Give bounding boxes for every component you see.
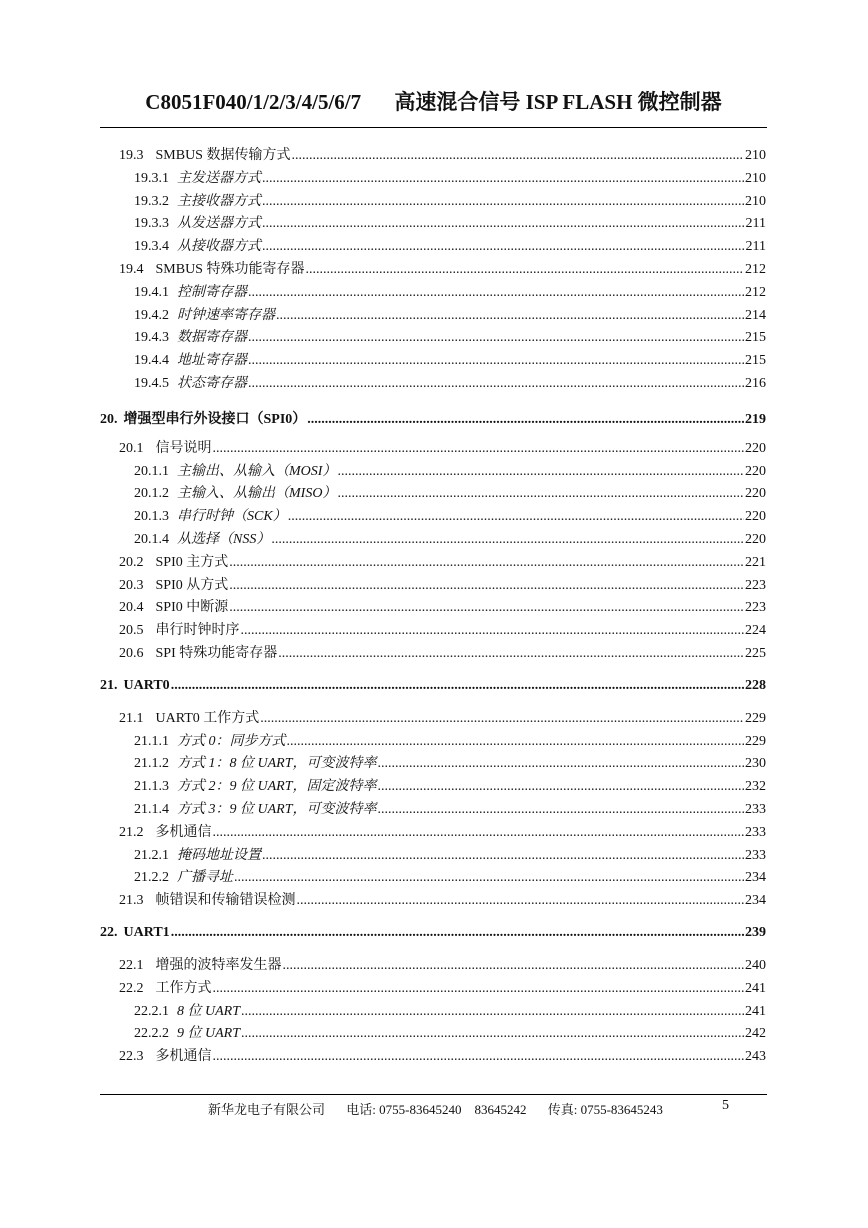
toc-entry-title: UART0 工作方式: [155, 710, 260, 726]
toc-entry-number: 20.1.2: [134, 486, 169, 502]
toc-entry[interactable]: [100, 505, 766, 528]
footer-rule: [100, 1094, 767, 1095]
toc-entry-label: [119, 144, 290, 164]
toc-entry-title: 时钟速率寄存器: [177, 307, 275, 323]
toc-entry-page: 233: [745, 847, 766, 863]
toc-entry-number: 21.2: [119, 824, 144, 840]
toc-entry-label: [119, 258, 304, 278]
toc-entry-page: 220: [745, 463, 766, 479]
toc-entry-label: [134, 190, 261, 210]
toc-entry-label: [134, 212, 261, 232]
toc-entry-title: UART1: [123, 924, 170, 940]
toc-entry-number: 20.5: [119, 623, 144, 639]
toc-leader-dots: [271, 532, 744, 548]
toc-entry[interactable]: [100, 866, 766, 889]
toc-entry-title: SPI0 主方式: [155, 554, 229, 570]
toc-entry-page: 215: [745, 330, 766, 346]
toc-entry-page: 228: [745, 677, 766, 693]
toc-entry-number: 21.1: [119, 710, 144, 726]
toc-entry-page: 210: [745, 148, 766, 163]
toc-entry-title: 主接收器方式: [177, 193, 261, 209]
toc-chapter-entry[interactable]: [100, 678, 766, 701]
toc-chapter-entry[interactable]: [100, 408, 766, 431]
toc-entry-page: 225: [745, 645, 766, 661]
footer-phone: 电话: 0755-83645240 83645242: [346, 1102, 527, 1117]
toc-leader-dots: [248, 285, 744, 301]
toc-leader-dots: [378, 802, 745, 818]
toc-entry-number: 20.3: [119, 577, 144, 593]
toc-entry-page: 243: [745, 1049, 766, 1065]
toc-entry-page: 212: [745, 284, 766, 300]
footer-company: 新华龙电子有限公司: [208, 1102, 326, 1117]
toc-entry-page: 210: [745, 193, 766, 209]
toc-entry-number: 22.: [100, 924, 118, 940]
toc-entry-title: 主发送器方式: [177, 170, 261, 186]
toc-entry[interactable]: [100, 977, 766, 1000]
toc-entry-title: 工作方式: [155, 980, 212, 996]
toc-entry-page: 239: [745, 924, 766, 940]
toc-entry-page: 230: [745, 756, 766, 772]
toc-entry-title: 方式 1：8 位 UART，可变波特率: [177, 756, 377, 772]
toc-entry-label: [119, 574, 228, 594]
toc-entry-page: 219: [745, 411, 766, 427]
toc-entry-label: [119, 1045, 212, 1065]
toc-entry[interactable]: [100, 730, 766, 753]
toc-leader-dots: [283, 958, 745, 974]
toc-entry[interactable]: [100, 304, 766, 327]
toc-entry-number: 20.1: [119, 440, 144, 456]
toc-leader-dots: [229, 600, 744, 616]
toc-leader-dots: [287, 734, 745, 750]
toc-leader-dots: [278, 646, 744, 662]
toc-entry[interactable]: [100, 707, 766, 730]
toc-entry-title: 增强的波特率发生器: [155, 957, 282, 973]
toc-entry-title: 9 位 UART: [177, 1026, 240, 1042]
toc-entry-title: 地址寄存器: [177, 353, 247, 369]
toc-leader-dots: [291, 148, 744, 164]
toc-entry-number: 19.3: [119, 148, 144, 163]
toc-entry-label: [134, 505, 287, 525]
toc-entry-page: 229: [745, 710, 766, 726]
toc-entry-page: 220: [745, 440, 766, 456]
page-footer: [208, 1099, 681, 1118]
toc-entry[interactable]: [100, 460, 766, 483]
toc-entry-title: 控制寄存器: [177, 284, 247, 300]
toc-entry-title: 从发送器方式: [177, 216, 261, 232]
toc-entry-label: [134, 1000, 240, 1020]
toc-entry[interactable]: [100, 844, 766, 867]
toc-entry[interactable]: [100, 528, 766, 551]
toc-entry-number: 21.2.2: [134, 870, 169, 886]
toc-entry-label: [134, 775, 377, 795]
toc-leader-dots: [378, 779, 745, 795]
toc-entry-number: 19.3.1: [134, 170, 169, 186]
toc-entry-title: 方式 0：同步方式: [177, 733, 286, 749]
toc-entry-label: [119, 821, 212, 841]
toc-leader-dots: [213, 981, 745, 997]
toc-entry-label: [134, 372, 247, 392]
toc-entry-number: 19.4.3: [134, 330, 169, 346]
toc-entry-page: 220: [745, 509, 766, 525]
page-number: 5: [722, 1098, 729, 1113]
toc-entry-title: SMBUS 特殊功能寄存器: [155, 261, 305, 277]
toc-entry-title: UART0: [123, 677, 170, 693]
toc-entry-page: 221: [745, 554, 766, 570]
toc-entry[interactable]: [100, 775, 766, 798]
toc-entry-title: 方式 2：9 位 UART，固定波特率: [177, 779, 377, 795]
toc-entry-number: 21.2.1: [134, 847, 169, 863]
toc-entry-page: 216: [745, 375, 766, 391]
toc-entry-number: 20.2: [119, 554, 144, 570]
header-rule: [100, 127, 767, 128]
toc-entry-page: 211: [745, 239, 766, 255]
toc-entry-label: [134, 528, 270, 548]
toc-entry[interactable]: [100, 1045, 766, 1068]
toc-entry-number: 19.4.4: [134, 353, 169, 369]
toc-entry-page: 232: [745, 779, 766, 795]
toc-leader-dots: [262, 171, 744, 187]
toc-entry-number: 19.3.2: [134, 193, 169, 209]
toc-entry-page: 241: [745, 980, 766, 996]
toc-entry-label: [134, 167, 261, 187]
toc-leader-dots: [241, 623, 745, 639]
toc-entry-label: [134, 460, 336, 480]
toc-entry-title: 广播寻址: [177, 870, 233, 886]
toc-entry-number: 22.2: [119, 980, 144, 996]
toc-entry-label: [134, 482, 336, 502]
toc-leader-dots: [337, 464, 744, 480]
toc-leader-dots: [262, 848, 744, 864]
toc-leader-dots: [262, 239, 745, 255]
toc-leader-dots: [262, 216, 745, 232]
toc-entry[interactable]: [100, 167, 766, 190]
toc-leader-dots: [378, 756, 745, 772]
toc-entry-label: [134, 798, 377, 818]
toc-entry-page: 233: [745, 824, 766, 840]
toc-entry[interactable]: [100, 235, 766, 258]
toc-entry-label: [100, 408, 306, 428]
toc-entry[interactable]: [100, 1022, 766, 1045]
toc-entry-title: 从选择（NSS）: [177, 531, 271, 547]
footer-fax: 传真: 0755-83645243: [547, 1102, 663, 1117]
toc-entry-title: 多机通信: [155, 1049, 212, 1065]
toc-entry-number: 19.4.1: [134, 284, 169, 300]
toc-entry[interactable]: [100, 752, 766, 775]
toc-leader-dots: [213, 825, 745, 841]
toc-entry-title: 方式 3：9 位 UART，可变波特率: [177, 801, 377, 817]
toc-gap: [100, 912, 766, 925]
toc-chapter-entry[interactable]: [100, 925, 766, 948]
toc-entry[interactable]: [100, 437, 766, 460]
toc-leader-dots: [337, 486, 744, 502]
toc-entry[interactable]: [100, 144, 766, 167]
toc-leader-dots: [234, 870, 744, 886]
toc-entry-page: 242: [745, 1026, 766, 1042]
toc-entry-title: 主输入、从输出（MISO）: [177, 486, 337, 502]
toc-entry-title: 信号说明: [155, 440, 212, 456]
toc-leader-dots: [229, 555, 744, 571]
toc-gap: [100, 665, 766, 678]
toc-entry-page: 211: [745, 216, 766, 232]
toc-leader-dots: [276, 308, 744, 324]
toc-entry-page: 223: [745, 600, 766, 616]
toc-entry[interactable]: [100, 551, 766, 574]
table-of-contents: [100, 144, 766, 1068]
toc-entry-page: 220: [745, 486, 766, 502]
toc-entry-number: 19.4.2: [134, 307, 169, 323]
toc-entry-page: 215: [745, 353, 766, 369]
toc-entry[interactable]: [100, 372, 766, 395]
toc-entry[interactable]: [100, 1000, 766, 1023]
toc-entry[interactable]: [100, 798, 766, 821]
toc-entry-number: 20.1.1: [134, 463, 169, 479]
toc-leader-dots: [260, 711, 744, 727]
toc-entry-number: 19.4: [119, 261, 144, 277]
toc-entry-number: 21.1.3: [134, 779, 169, 795]
toc-leader-dots: [213, 441, 745, 457]
toc-entry[interactable]: [100, 281, 766, 304]
toc-entry[interactable]: [100, 326, 766, 349]
toc-entry-page: 224: [745, 623, 766, 639]
toc-entry-number: 20.: [100, 411, 118, 427]
toc-leader-dots: [213, 1049, 745, 1065]
toc-entry-label: [119, 437, 212, 457]
toc-entry-page: 233: [745, 801, 766, 817]
toc-entry[interactable]: [100, 482, 766, 505]
toc-entry-number: 20.1.4: [134, 531, 169, 547]
toc-entry-page: 223: [745, 577, 766, 593]
toc-entry-number: 21.3: [119, 893, 144, 909]
toc-entry-title: 串行时钟时序: [155, 623, 240, 639]
toc-entry-number: 21.1.1: [134, 733, 169, 749]
toc-entry-title: 掩码地址设置: [177, 847, 261, 863]
toc-leader-dots: [307, 412, 744, 428]
toc-entry-label: [119, 889, 296, 909]
toc-entry-label: [134, 730, 286, 750]
toc-entry-label: [119, 707, 259, 727]
toc-entry-title: SPI0 中断源: [155, 600, 229, 616]
document-title: 高速混合信号 ISP FLASH 微控制器: [394, 90, 722, 114]
toc-entry-page: 229: [745, 733, 766, 749]
toc-entry[interactable]: [100, 258, 766, 281]
toc-entry[interactable]: [100, 596, 766, 619]
toc-entry[interactable]: [100, 889, 766, 912]
toc-entry-number: 19.3.4: [134, 239, 169, 255]
toc-entry[interactable]: [100, 642, 766, 665]
toc-entry-label: [134, 235, 261, 255]
toc-entry-page: 214: [745, 307, 766, 323]
toc-entry-label: [134, 752, 377, 772]
toc-entry-number: 21.1.2: [134, 756, 169, 772]
toc-entry-page: 234: [745, 870, 766, 886]
toc-entry-label: [134, 326, 247, 346]
toc-entry-number: 20.6: [119, 645, 144, 661]
toc-entry-label: [119, 977, 212, 997]
toc-entry-title: 多机通信: [155, 824, 212, 840]
toc-entry[interactable]: [100, 954, 766, 977]
toc-entry-number: 21.1.4: [134, 801, 169, 817]
toc-entry-page: 210: [745, 170, 766, 186]
toc-entry-number: 22.3: [119, 1049, 144, 1065]
toc-entry-number: 21.: [100, 677, 118, 693]
toc-entry-label: [134, 304, 275, 324]
toc-entry-title: 帧错误和传输错误检测: [155, 893, 296, 909]
toc-entry-title: SPI 特殊功能寄存器: [155, 645, 278, 661]
toc-entry-page: 240: [745, 957, 766, 973]
toc-entry-label: [134, 1022, 240, 1042]
toc-entry[interactable]: [100, 619, 766, 642]
toc-entry[interactable]: [100, 574, 766, 597]
toc-leader-dots: [297, 893, 745, 909]
toc-entry-number: 19.4.5: [134, 375, 169, 391]
toc-entry-number: 20.4: [119, 600, 144, 616]
toc-entry-title: 增强型串行外设接口（SPI0）: [123, 411, 307, 427]
toc-leader-dots: [241, 1004, 744, 1020]
toc-entry-number: 22.2.1: [134, 1003, 169, 1019]
toc-leader-dots: [248, 330, 744, 346]
toc-entry-title: SPI0 从方式: [155, 577, 229, 593]
toc-entry-page: 241: [745, 1003, 766, 1019]
toc-entry-title: SMBUS 数据传输方式: [155, 148, 291, 163]
product-model: C8051F040/1/2/3/4/5/6/7: [145, 90, 362, 114]
toc-entry[interactable]: [100, 821, 766, 844]
toc-leader-dots: [241, 1026, 744, 1042]
toc-entry-label: [119, 954, 282, 974]
toc-entry-label: [100, 925, 170, 941]
toc-entry-title: 从接收器方式: [177, 239, 261, 255]
toc-entry-label: [119, 596, 228, 616]
toc-entry-label: [119, 551, 228, 571]
toc-entry[interactable]: [100, 190, 766, 213]
toc-entry-title: 数据寄存器: [177, 330, 247, 346]
toc-entry-title: 串行时钟（SCK）: [177, 509, 287, 525]
toc-entry-label: [119, 642, 277, 662]
toc-entry-title: 状态寄存器: [177, 375, 247, 391]
toc-leader-dots: [305, 262, 744, 278]
toc-leader-dots: [248, 353, 744, 369]
toc-entry-label: [134, 349, 247, 369]
toc-leader-dots: [229, 578, 744, 594]
toc-entry-title: 主输出、从输入（MOSI）: [177, 463, 337, 479]
toc-entry-number: 22.1: [119, 957, 144, 973]
toc-entry[interactable]: [100, 212, 766, 235]
toc-entry-label: [100, 678, 170, 694]
toc-leader-dots: [171, 678, 744, 694]
toc-entry-page: 234: [745, 893, 766, 909]
toc-entry-number: 22.2.2: [134, 1026, 169, 1042]
toc-entry-page: 212: [745, 261, 766, 277]
toc-entry-number: 20.1.3: [134, 509, 169, 525]
toc-entry-label: [134, 866, 233, 886]
toc-entry-title: 8 位 UART: [177, 1003, 240, 1019]
toc-entry-label: [119, 619, 240, 639]
toc-leader-dots: [171, 925, 744, 941]
toc-entry-page: 220: [745, 531, 766, 547]
toc-entry-number: 19.3.3: [134, 216, 169, 232]
toc-leader-dots: [248, 376, 744, 392]
toc-leader-dots: [262, 194, 744, 210]
toc-entry-label: [134, 281, 247, 301]
toc-leader-dots: [288, 509, 744, 525]
toc-gap: [100, 395, 766, 408]
page-header: [100, 86, 767, 116]
toc-entry[interactable]: [100, 349, 766, 372]
toc-entry-label: [134, 844, 261, 864]
